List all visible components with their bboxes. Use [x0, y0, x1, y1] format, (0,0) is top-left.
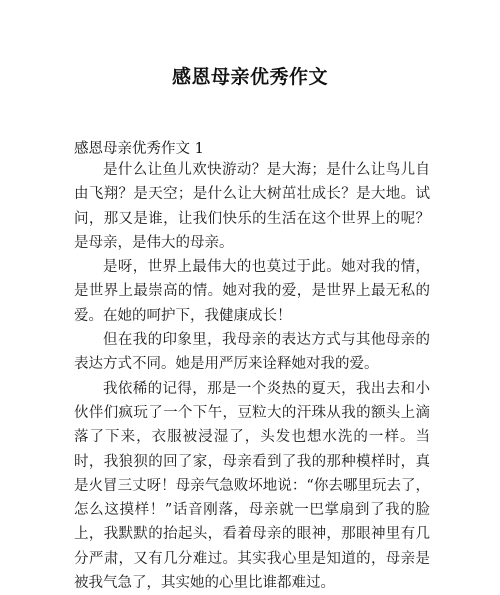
- paragraph-1: 是什么让鱼儿欢快游动？是大海；是什么让鸟儿自由飞翔？是天空；是什么让大树茁壮成长？是大地。试问，那又是谁，让我们快乐的生活在这个世界上的呢？是母亲，是伟大的母亲。: [74, 162, 430, 251]
- paragraph-4: 我依稀的记得，那是一个炎热的夏天，我出去和小伙伴们疯玩了一个下午，豆粒大的汗珠从我的额头上滴落了下来，衣服被浸湿了，头发也想水洗的一样。当时，我狼狈的回了家，母亲看到了我的那种模样时，真是火冒三丈呀！母亲气急败坏地说：“你去哪里玩去了，怎么这摸样！”话音刚落，母亲就一巴掌扇到了我的脸上，我默默的抬起头，看着母亲的眼神，那眼神里有几分严肃，又有几分难过。其实我心里是知道的，母亲是被我气急了，其实她的心里比谁都难过。: [74, 380, 430, 592]
- essay-body: [74, 158, 430, 595]
- document-title: 感恩母亲优秀作文: [171, 66, 328, 88]
- paragraph-2: 是呀，世界上最伟大的也莫过于此。她对我的情，是世界上最崇高的情。她对我的爱，是世界上最无私的爱。在她的呵护下，我健康成长！: [74, 259, 430, 324]
- paragraph-3: 但在我的印象里，我母亲的表达方式与其他母亲的表达方式不同。她是用严厉来诠释她对我的爱。: [74, 332, 430, 373]
- essay-heading: 感恩母亲优秀作文 1: [74, 141, 204, 157]
